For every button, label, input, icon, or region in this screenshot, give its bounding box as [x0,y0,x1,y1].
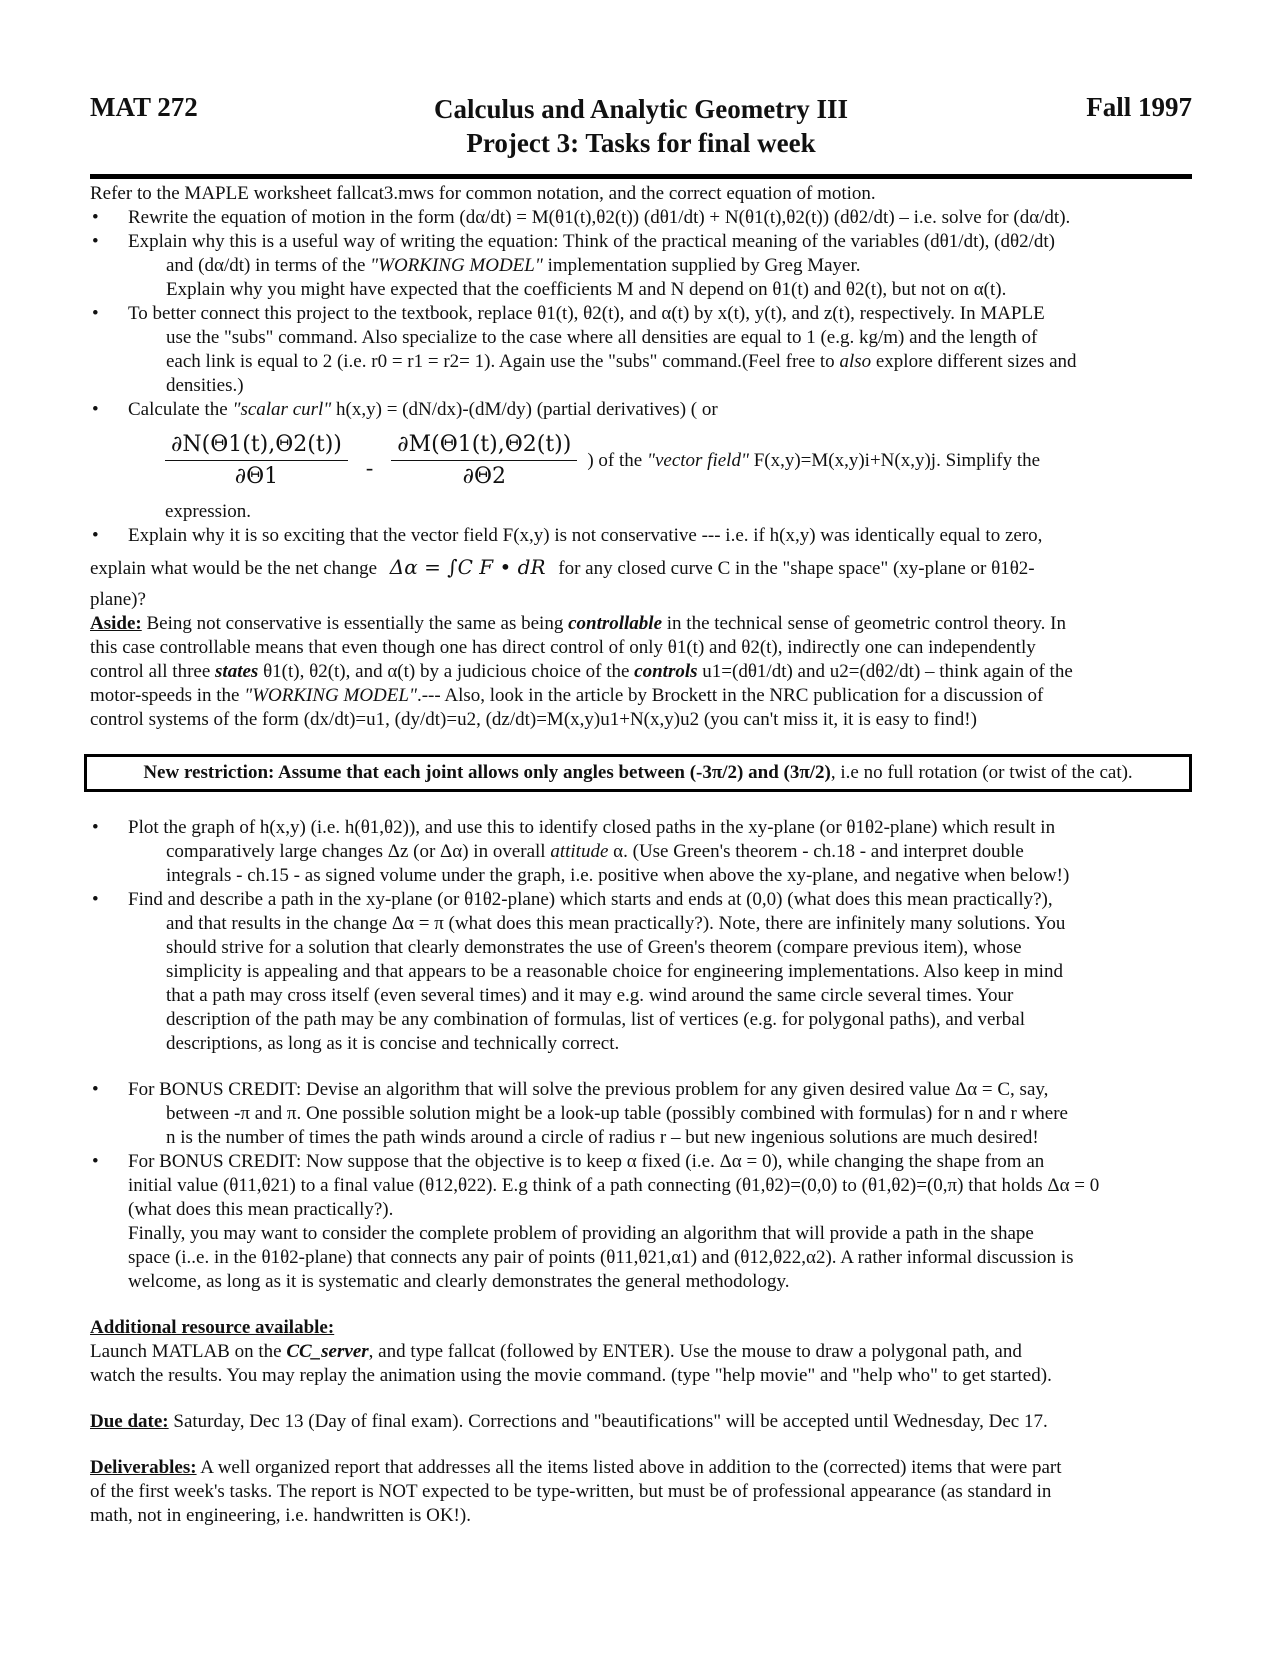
due-date: Due date: Saturday, Dec 13 (Day of final exam). Corrections and "beautifications" will be accepted until Wednesday, Dec 17. [90,1411,1048,1432]
fraction-dM: $\frac{\partial M(\Theta 1(t),\Theta 2(t))}{\partial\Theta 2}$ [391,430,577,493]
restriction-box: New restriction: Assume that each joint allows only angles between (-3π/2) and (3π/2), i.e no full rotation (or twist of the cat). [84,754,1192,792]
list-item: • Explain why this is a useful way of writing the equation: Think of the practical meaning of the variables (dθ1/dt), (dθ2/dt) and (dα/dt) in terms of the "WORKING MODEL" implementation supplied by Greg Mayer. Explain why you might have expected that the coefficients M and N depend on θ1(t) and θ2(t), but not on α(t). [90,230,1192,302]
task-list-a [90,206,1192,422]
list-item: • Calculate the "scalar curl" h(x,y) = (dN/dx)-(dM/dy) (partial derivatives) ( or [90,398,1192,422]
list-item: • Explain why it is so exciting that the vector field F(x,y) is not conservative --- i.e. if h(x,y) was identically equal to zero, explain what would be the net change Δα = ∫C F • dR for any closed curve C in the "shape space" (xy-plane or θ1θ2- plane)? [90,524,1192,612]
line-integral-formula: Δα = ∫C F • dR [389,555,546,579]
task-list-a2 [90,524,1192,612]
deliverables-paragraph: Deliverables: A well organized report that addresses all the items listed above in addition to the (corrected) items that were part of the first week's tasks. The report is NOT expected to be type-written, but must be of professional appearance (as standard in math, not in engineering, i.e. handwritten is OK!). [90,1457,1062,1526]
list-item: • Rewrite the equation of motion in the form (dα/dt) = M(θ1(t),θ2(t)) (dθ1/dt) + N(θ1(t),θ2(t)) (dθ2/dt) – i.e. solve for (dα/dt). [90,206,1192,230]
list-item: • Plot the graph of h(x,y) (i.e. h(θ1,θ2)), and use this to identify closed paths in the xy-plane (or θ1θ2-plane) which result in comparatively large changes Δz (or Δα) in overall attitude α. (Use Green's theorem - ch.18 - and interpret double integrals - ch.15 - as signed volume under the graph, i.e. positive when above the xy-plane, and negative when below!) [90,816,1192,888]
title-line-1: Calculus and Analytic Geometry III [433,94,849,124]
curl-formula: $\frac{\partial N(\Theta 1(t),\Theta 2(t))}{\partial\Theta 1}$ - $\frac{\partial M(\Theta 1(t),\Theta 2(t))}{\partial\Theta 2}$ ) of the "vector field" F(x,y)=M(x,y)i+N(x,y)j. Simplify the [90,422,1192,500]
document-title [90,92,1192,160]
term: Fall 1997 [1086,92,1192,122]
list-item: • For BONUS CREDIT: Now suppose that the objective is to keep α fixed (i.e. Δα = 0), while changing the shape from an initial value (θ11,θ21) to a final value (θ12,θ22). E.g think of a path connecting (θ1,θ2)=(0,0) to (θ1,θ2)=(0,π) that holds Δα = 0 (what does this mean practically?). Finally, you may want to consider the complete problem of providing an algorithm that will provide a path in the shape space (i..e. in the θ1θ2-plane) that connects any pair of points (θ11,θ21,α1) and (θ12,θ22,α2). A rather informal discussion is welcome, as long as it is systematic and clearly demonstrates the general methodology. [90,1150,1192,1294]
intro-text: Refer to the MAPLE worksheet fallcat3.mws for common notation, and the correct equation of motion. [90,183,876,204]
task-list-b [90,816,1192,1056]
list-item: • For BONUS CREDIT: Devise an algorithm that will solve the previous problem for any given desired value Δα = C, say, between -π and π. One possible solution might be a look-up table (possibly combined with formulas) for n and r where n is the number of times the path winds around a circle of radius r – but new ingenious solutions are much desired! [90,1078,1192,1150]
header-rule [90,174,1192,179]
bonus-list [90,1078,1192,1294]
fraction-dN: $\frac{\partial N(\Theta 1(t),\Theta 2(t))}{\partial\Theta 1}$ [165,430,348,493]
aside-paragraph: Aside: Being not conservative is essentially the same as being controllable in the technical sense of geometric control theory. In this case controllable means that even though one has direct control of only θ1(t) and θ2(t), indirectly one can independently control all three states θ1(t), θ2(t), and α(t) by a judicious choice of the controls u1=(dθ1/dt) and u2=(dθ2/dt) – think again of the motor-speeds in the "WORKING MODEL".--- Also, look in the article by Brockett in the NRC publication for a discussion of control systems of the form (dx/dt)=u1, (dy/dt)=u2, (dz/dt)=M(x,y)u1+N(x,y)u2 (you can't miss it, it is easy to find!) [90,613,1073,730]
title-line-2: Project 3: Tasks for final week [466,128,816,158]
course-code: MAT 272 [90,92,198,122]
document-header [90,88,1192,172]
list-item: • To better connect this project to the textbook, replace θ1(t), θ2(t), and α(t) by x(t), y(t), and z(t), respectively. In MAPLE use the "subs" command. Also specialize to the case where all densities are equal to 1 (e.g. kg/m) and the length of each link is equal to 2 (i.e. r0 = r1 = r2= 1). Again use the "subs" command.(Feel free to also explore different sizes and densities.) [90,302,1192,398]
list-item: • Find and describe a path in the xy-plane (or θ1θ2-plane) which starts and ends at (0,0) (what does this mean practically?), and that results in the change Δα = π (what does this mean practically?). Note, there are infinitely many solutions. You should strive for a solution that clearly demonstrates the use of Green's theorem (compare previous item), whose simplicity is appealing and that appears to be a reasonable choice for engineering implementations. Also keep in mind that a path may cross itself (even several times) and it may e.g. wind around the same circle several times. Your description of the path may be any combination of formulas, list of vertices (e.g. for polygonal paths), and verbal descriptions, as long as it is concise and technically correct. [90,888,1192,1056]
document-page: MAT 272 Calculus and Analytic Geometry III Project 3: Tasks for final week Fall 1997 Refer to the MAPLE worksheet fallcat3.mws for common notation, and the correct equation of motion. • Rewrite the equation of motion in the form (dα/dt) = M(θ1(t),θ2(t)) (dθ1/dt) + N(θ1(t),θ2(t)) (dθ2/dt) – i.e. solve for (dα/dt). • Explain why this is a useful way of writing the equation: Think of the practical meaning of the variables (dθ1/dt), (dθ2/dt) and (dα/dt) in terms of the "WORKING MODEL" implementation supplied by Greg Mayer. Explain why you might have expected that the coefficients M and N depend on θ1(t) and θ2(t), but not on α(t). • To better connect this project to the textbook, replace θ1(t), θ2(t), and α(t) by x(t), y(t), and z(t), respectively. In MAPLE use the "subs" command. Also specialize to the case where all densities are equal to 1 (e.g. kg/m) and the length of each link is equal to 2 (i.e. r0 = r1 = r2= 1). Again use the "subs" command.(Feel free to also explore different sizes and densities.) • Calculate the "scalar curl" h(x,y) = (dN/dx)-(dM/dy) (partial derivatives) ( or $\frac{\partial N(\Theta 1(t),\Theta 2(t))}{\partial\Theta 1}$ - $\frac{\partial M(\Theta 1(t),\Theta 2(t))}{\partial\Theta 2}$ ) of the "vector field" F(x,y)=M(x,y)i+N(x,y)j. Simplify the expression. • Explain why it is so exciting that the vector field F(x,y) is not conservative --- i.e. if h(x,y) was identically equal to zero, explain what would be the net change Δα = ∫C F • dR for any closed curve C in the "shape space" (xy-plane or θ1θ2- plane)? Aside: Being not conservative is essentially the same as being controllable in the technical sense of geometric control theory. In this case controllable means that even though one has direct control of only θ1(t) and θ2(t), indirectly one can independently control all three states θ1(t), θ2(t), and α(t) by a judicious choice of the controls u1=(dθ1/dt) and u2=(dθ2/dt) – think again of the motor-speeds in the "WORKING MODEL".--- Also, look in the article by Brockett in the NRC publication for a discussion of control systems of the form (dx/dt)=u1, (dy/dt)=u2, (dz/dt)=M(x,y)u1+N(x,y)u2 (you can't miss it, it is easy to find!) New restriction: Assume that each joint allows only angles between (-3π/2) and (3π/2), i.e no full rotation (or twist of the cat). • Plot the graph of h(x,y) (i.e. h(θ1,θ2)), and use this to identify closed paths in the xy-plane (or θ1θ2-plane) which result in comparatively large changes Δz (or Δα) in overall attitude α. (Use Green's theorem - ch.18 - and interpret double integrals - ch.15 - as signed volume under the graph, i.e. positive when above the xy-plane, and negative when below!) • Find and describe a path in the xy-plane (or θ1θ2-plane) which starts and ends at (0,0) (what does this mean practically?), and that results in the change Δα = π (what does this mean practically?). Note, there are infinitely many solutions. You should strive for a solution that clearly demonstrates the use of Green's theorem (compare previous item), whose simplicity is appealing and that appears to be a reasonable choice for engineering implementations. Also keep in mind that a path may cross itself (even several times) and it may e.g. wind around the same circle several times. Your description of the path may be any combination of formulas, list of vertices (e.g. for polygonal paths), and verbal descriptions, as long as it is concise and technically correct. • For BONUS CREDIT: Devise an algorithm that will solve the previous problem for any given desired value Δα = C, say, between -π and π. One possible solution might be a look-up table (possibly combined with formulas) for n and r where n is the number of times the path winds around a circle of radius r – but new ingenious solutions are much desired! • For BONUS CREDIT: Now suppose that the objective is to keep α fixed (i.e. Δα = 0), while changing the shape from an initial value (θ11,θ21) to a final value (θ12,θ22). E.g think of a path connecting (θ1,θ2)=(0,0) to (θ1,θ2)=(0,π) that holds Δα = 0 (what does this mean practically?). Finally, you may want to consider the complete problem of providing an algorithm that will provide a path in the shape space (i..e. in the θ1θ2-plane) that connects any pair of points (θ11,θ21,α1) and (θ12,θ22,α2). A rather informal discussion is welcome, as long as it is systematic and clearly demonstrates the general methodology. Additional resource available: Launch MATLAB on the CC_server, and type fallcat (followed by ENTER). Use the mouse to draw a polygonal path, and watch the results. You may replay the animation using the movie command. (type "help movie" and "help who" to get started). Due date: Saturday, Dec 13 (Day of final exam). Corrections and "beautifications" will be accepted until Wednesday, Dec 17. Deliverables: A well organized report that addresses all the items listed above in addition to the (corrected) items that were part of the first week's tasks. The report is NOT expected to be type-written, but must be of professional appearance (as standard in math, not in engineering, i.e. handwritten is OK!). [90,88,1192,1528]
resource-paragraph: Additional resource available: Launch MATLAB on the CC_server, and type fallcat (followed by ENTER). Use the mouse to draw a polygonal path, and watch the results. You may replay the animation using the movie command. (type "help movie" and "help who" to get started). [90,1317,1052,1386]
